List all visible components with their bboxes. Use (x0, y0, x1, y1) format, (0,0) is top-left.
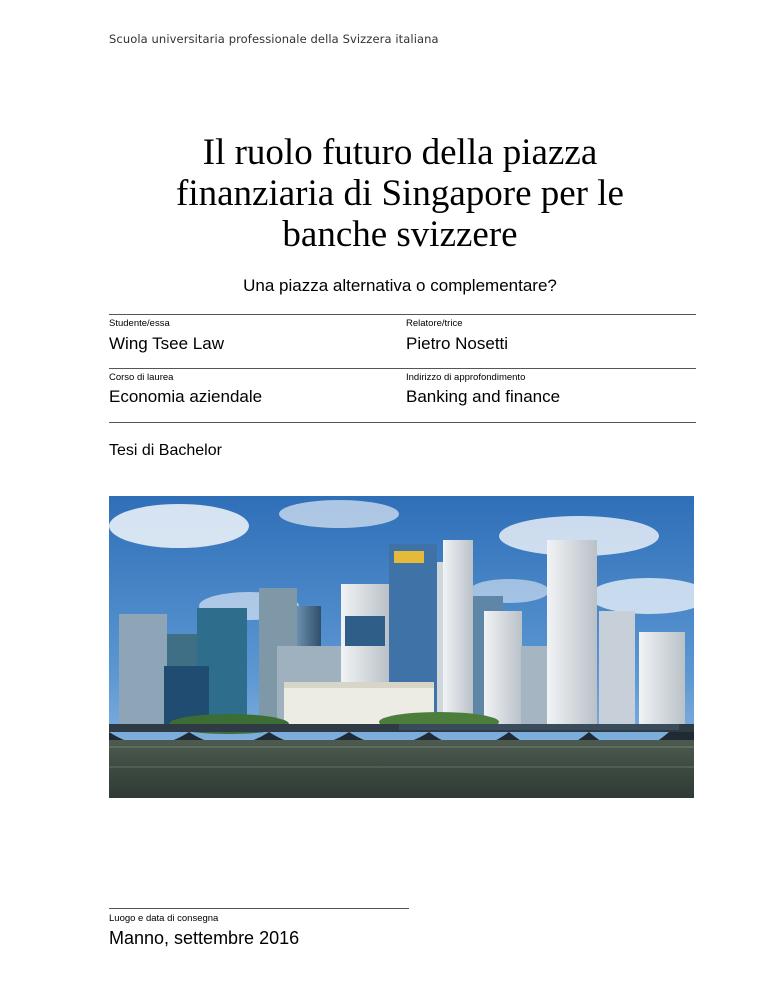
place-date-label: Luogo e data di consegna (109, 913, 219, 924)
title-line-2: finanziaria di Singapore per le (176, 173, 624, 214)
divider (109, 422, 696, 423)
document-title (100, 132, 700, 255)
thesis-type: Tesi di Bachelor (109, 442, 222, 459)
place-date-value: Manno, settembre 2016 (109, 928, 300, 948)
advisor-value: Pietro Nosetti (406, 334, 509, 353)
focus-label: Indirizzo di approfondimento (406, 372, 526, 383)
divider (109, 908, 409, 909)
title-line-3: banche svizzere (282, 214, 518, 255)
institution-name: Scuola universitaria professionale della Svizzera italiana (109, 32, 439, 46)
advisor-label: Relatore/trice (406, 318, 463, 329)
student-value: Wing Tsee Law (109, 334, 224, 353)
title-line-1: Il ruolo futuro della piazza (202, 132, 598, 173)
singapore-skyline-photo (109, 496, 694, 798)
course-value: Economia aziendale (109, 387, 263, 406)
divider (109, 314, 696, 315)
divider (109, 368, 696, 369)
focus-value: Banking and finance (406, 387, 561, 406)
course-label: Corso di laurea (109, 372, 174, 383)
student-label: Studente/essa (109, 318, 170, 329)
document-subtitle: Una piazza alternativa o complementare? (243, 276, 557, 295)
